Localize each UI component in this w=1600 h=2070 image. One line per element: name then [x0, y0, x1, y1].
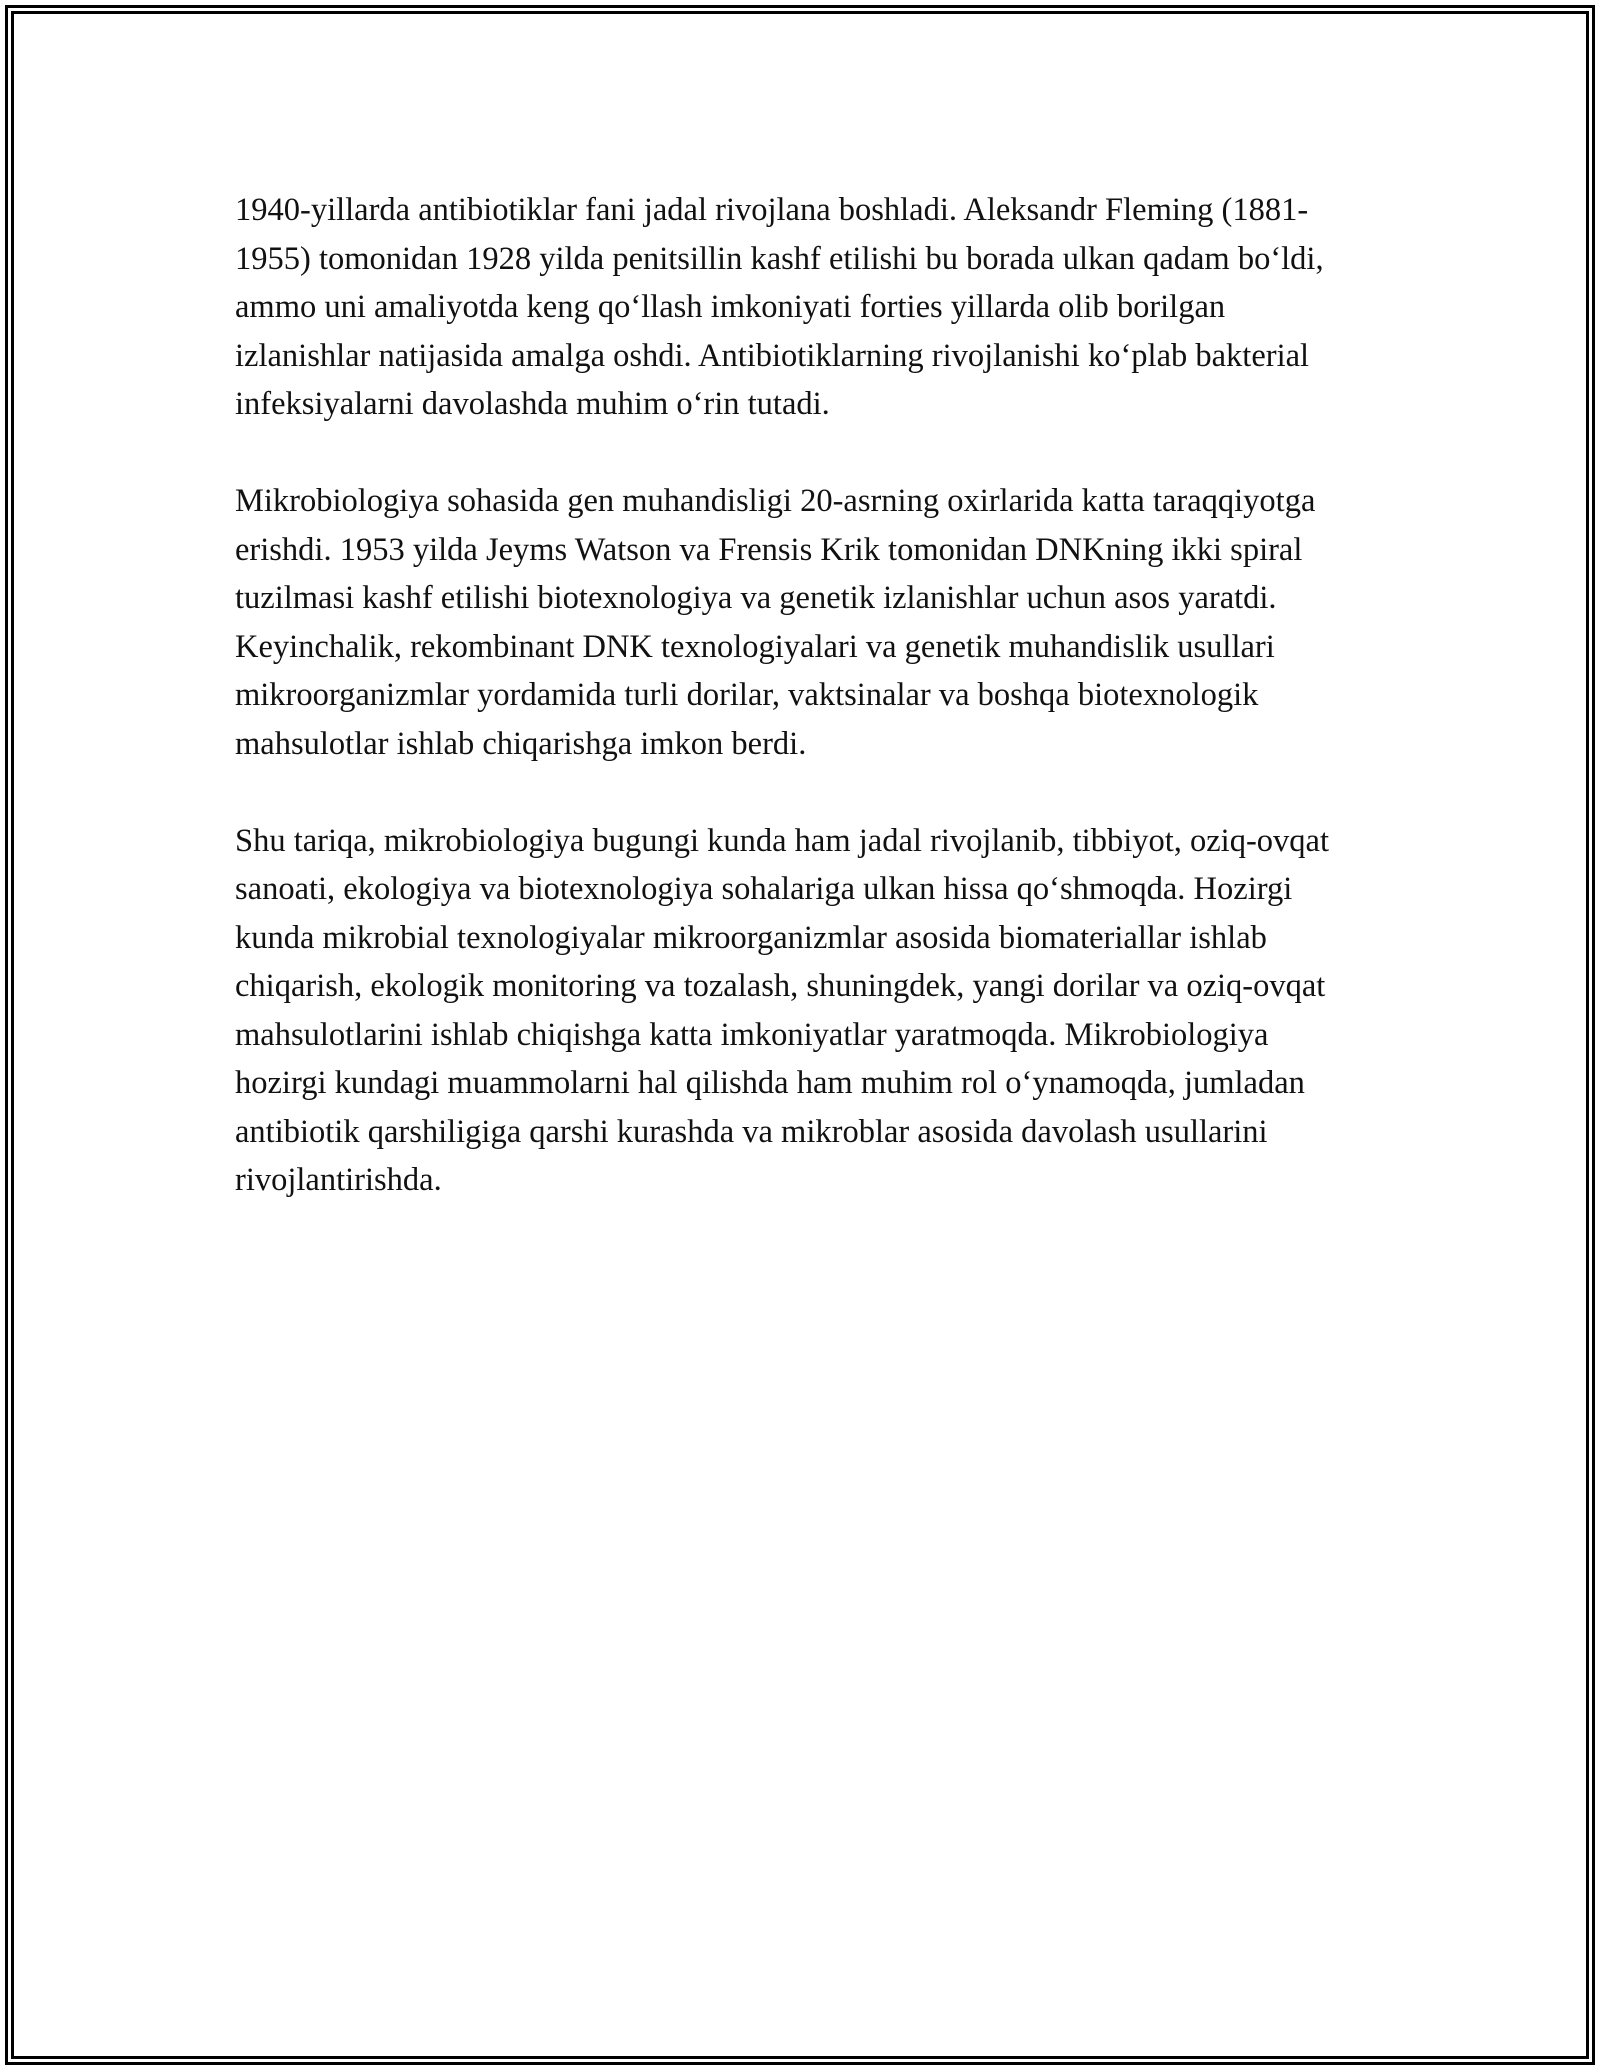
- paragraph-genetic-engineering: Mikrobiologiya sohasida gen muhandisligi 20-asrning oxirlarida katta taraqqiyotga erishdi. 1953 yilda Jeyms Watson va Frensis Krik tomonidan DNKning ikki spiral tuzilmasi kashf etilishi biotexnologiya va genetik izlanishlar uchun asos yaratdi. Keyinchalik, rekombinant DNK texnologiyalari va genetik muhandislik usullari mikroorganizmlar yordamida turli dorilar, vaktsinalar va boshqa biotexnologik mahsulotlar ishlab chiqarishga imkon berdi.: [235, 483, 1316, 762]
- paragraph-modern-microbiology: Shu tariqa, mikrobiologiya bugungi kunda ham jadal rivojlanib, tibbiyot, oziq-ovqat sanoati, ekologiya va biotexnologiya sohalariga ulkan hissa qo‘shmoqda. Hozirgi kunda mikrobial texnologiyalar mikroorganizmlar asosida biomateriallar ishlab chiqarish, ekologik monitoring va tozalash, shuningdek, yangi dorilar va oziq-ovqat mahsulotlarini ishlab chiqishga katta imkoniyatlar yaratmoqda. Mikrobiologiya hozirgi kundagi muammolarni hal qilishda ham muhim rol o‘ynamoqda, jumladan antibiotik qarshiligiga qarshi kurashda va mikroblar asosida davolash usullarini rivojlantirishda.: [235, 822, 1329, 1198]
- paragraph-antibiotics: 1940-yillarda antibiotiklar fani jadal rivojlana boshladi. Aleksandr Fleming (1881-1955) tomonidan 1928 yilda penitsillin kashf etilishi bu borada ulkan qadam bo‘ldi, ammo uni amaliyotda keng qo‘llash imkoniyati forties yillarda olib borilgan izlanishlar natijasida amalga oshdi. Antibiotiklarning rivojlanishi ko‘plab bakterial infeksiyalarni davolashda muhim o‘rin tutadi.: [235, 192, 1324, 422]
- document-body: [235, 186, 1365, 1253]
